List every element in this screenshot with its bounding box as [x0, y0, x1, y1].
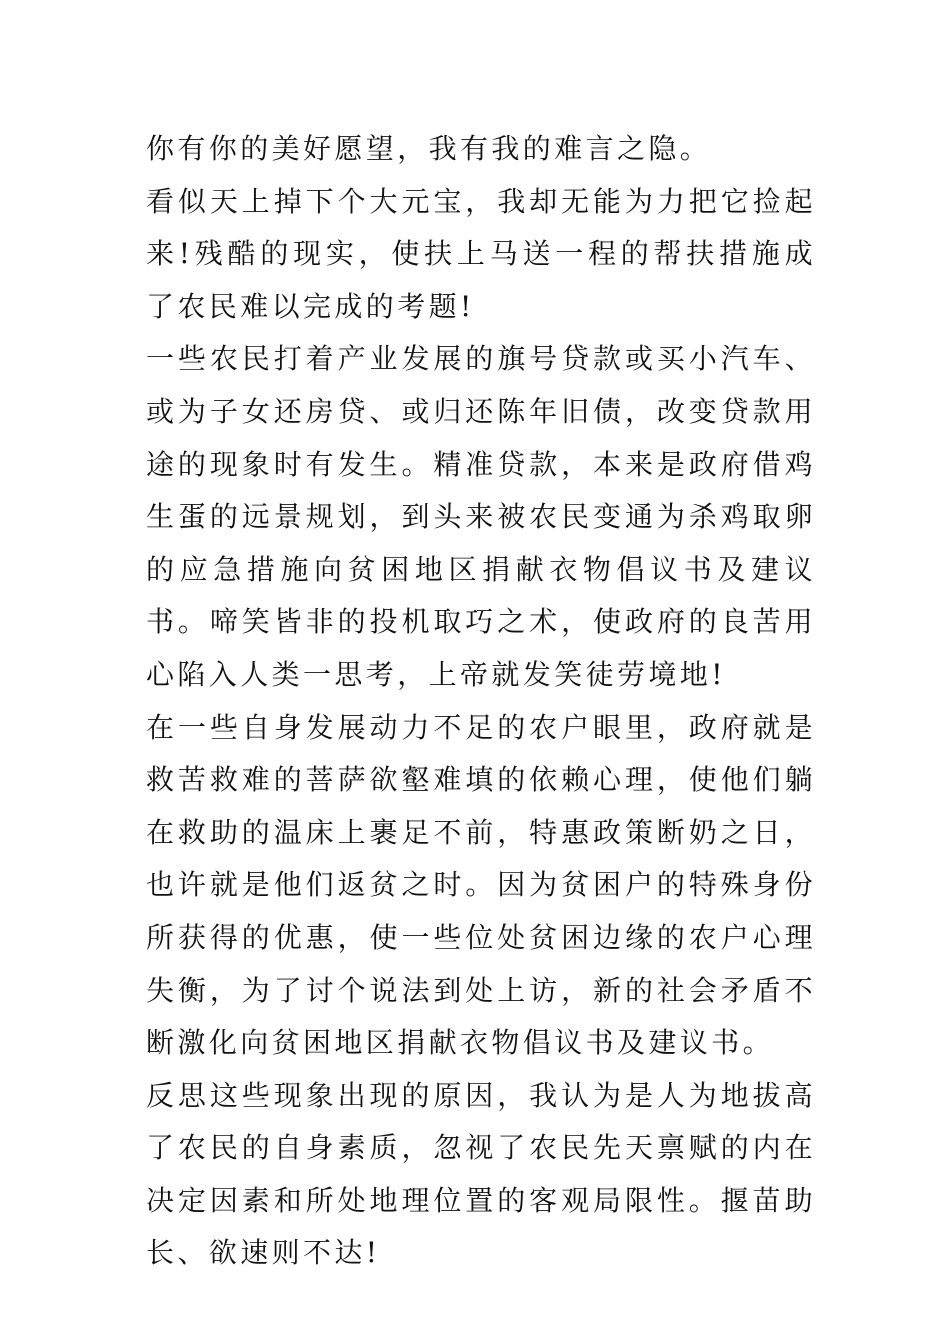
document-body	[146, 123, 816, 1280]
paragraph-5: 反思这些现象出现的原因，我认为是人为地拔高了农民的自身素质，忽视了农民先天禀赋的内在决定因素和所处地理位置的客观局限性。揠苗助长、欲速则不达!	[146, 1078, 816, 1270]
paragraph-3: 一些农民打着产业发展的旗号贷款或买小汽车、或为子女还房贷、或归还陈年旧债，改变贷款用途的现象时有发生。精准贷款，本来是政府借鸡生蛋的远景规划，到头来被农民变通为杀鸡取卵的应急措施向贫困地区捐献衣物倡议书及建议书。啼笑皆非的投机取巧之术，使政府的良苦用心陷入人类一思考，上帝就发笑徒劳境地!	[146, 342, 816, 691]
paragraph-2: 看似天上掉下个大元宝，我却无能为力把它捡起来!残酷的现实，使扶上马送一程的帮扶措施成了农民难以完成的考题!	[146, 184, 816, 323]
paragraph-1: 你有你的美好愿望，我有我的难言之隐。	[146, 132, 712, 165]
paragraph-4: 在一些自身发展动力不足的农户眼里，政府就是救苦救难的菩萨欲壑难填的依赖心理，使他们躺在救助的温床上裹足不前，特惠政策断奶之日，也许就是他们返贫之时。因为贫困户的特殊身份所获得的优惠，使一些位处贫困边缘的农户心理失衡，为了讨个说法到处上访，新的社会矛盾不断激化向贫困地区捐献衣物倡议书及建议书。	[146, 710, 816, 1060]
